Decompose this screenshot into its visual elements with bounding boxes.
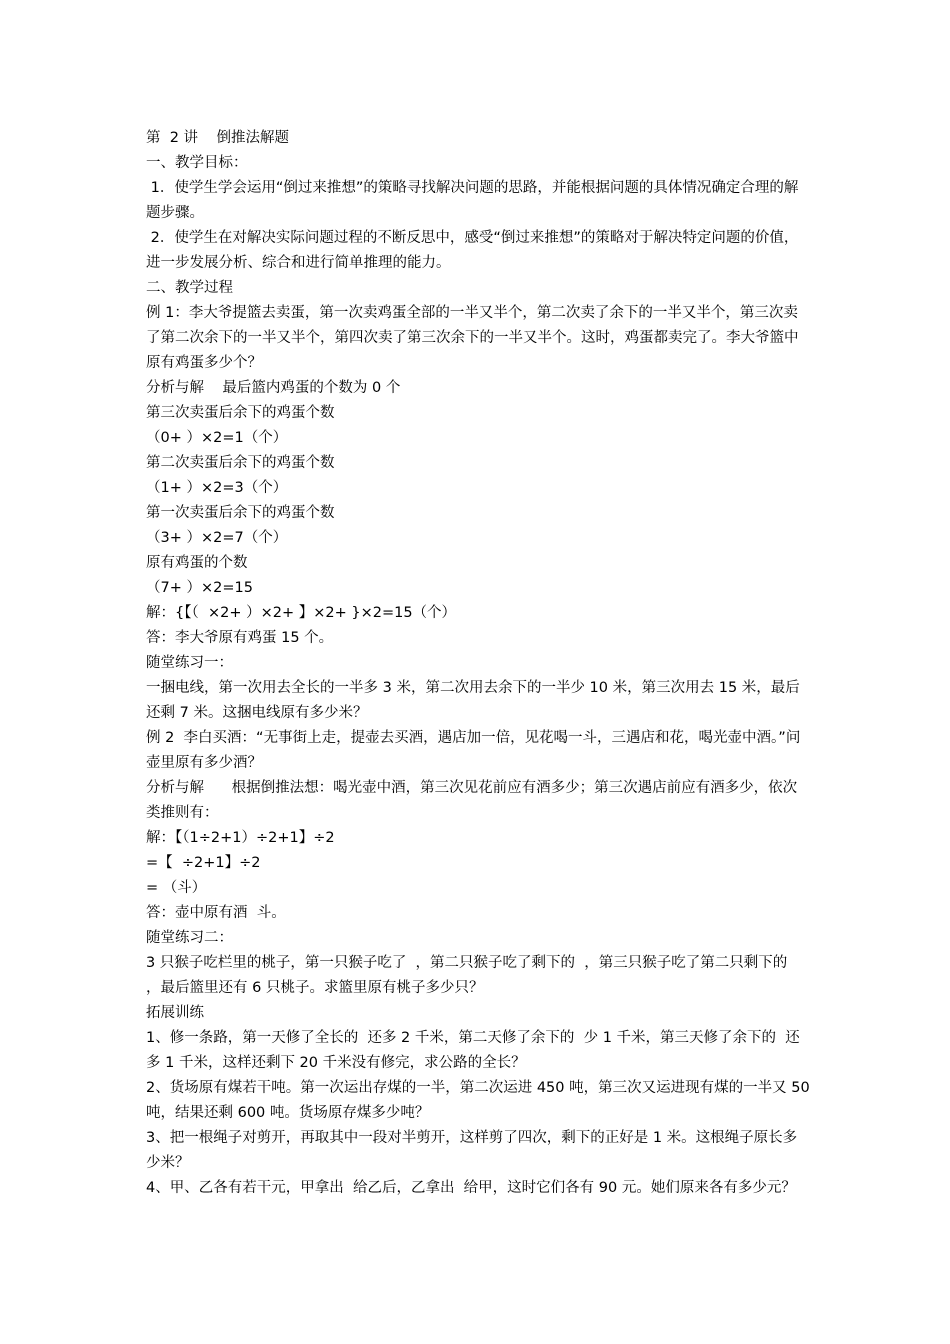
extension-problem-2: 2、货场原有煤若干吨。第一次运出存煤的一半，第二次运进 450 吨，第三次又运进现有煤的一半又 50 吨，结果还剩 600 吨。货场原存煤多少吨？	[146, 1080, 815, 1121]
extension-problem-4: 4、甲、乙各有若干元，甲拿出 给乙后，乙拿出 给甲，这时它们各有 90 元。她们原来各有多少元？	[146, 1180, 796, 1196]
goal-1: 1．使学生学会运用“倒过来推想”的策略寻找解决问题的思路，并能根据问题的具体情况确定合理的解题步骤。	[146, 180, 799, 221]
example-1-step-label: 原有鸡蛋的个数	[146, 555, 248, 571]
section-heading-process: 二、教学过程	[146, 280, 233, 296]
example-1-step-label: 第二次卖蛋后余下的鸡蛋个数	[146, 455, 335, 471]
example-1-solution: 解：{【（ ×2+ ）×2+ 】×2+ }×2=15（个）	[146, 605, 457, 621]
example-1-analysis: 分析与解 最后篮内鸡蛋的个数为 0 个	[146, 380, 401, 396]
example-1-problem: 例 1：李大爷提篮去卖蛋，第一次卖鸡蛋全部的一半又半个，第二次卖了余下的一半又半个，第三次卖了第二次余下的一半又半个，第四次卖了第三次余下的一半又半个。这时，鸡蛋都卖完了。李大爷篮中原有鸡蛋多少个？	[146, 305, 799, 371]
practice-1-problem: 一捆电线，第一次用去全长的一半多 3 米，第二次用去余下的一半少 10 米，第三次用去 15 米，最后还剩 7 米。这捆电线原有多少米？	[146, 680, 800, 721]
practice-2-problem: 3 只猴子吃栏里的桃子，第一只猴子吃了 ，第二只猴子吃了剩下的 ，第三只猴子吃了第二只剩下的 ，最后篮里还有 6 只桃子。求篮里原有桃子多少只？	[146, 955, 797, 996]
extension-heading: 拓展训练	[146, 1005, 204, 1021]
example-1-step-formula: （0+ ）×2=1（个）	[146, 430, 288, 446]
practice-1-heading: 随堂练习一：	[146, 655, 233, 671]
example-2-problem: 例 2 李白买酒：“无事街上走，提壶去买酒，遇店加一倍，见花喝一斗，三遇店和花，喝光壶中酒。”问壶里原有多少酒？	[146, 730, 801, 771]
extension-problem-3: 3、把一根绳子对剪开，再取其中一段对半剪开，这样剪了四次，剩下的正好是 1 米。这根绳子原长多少米？	[146, 1130, 798, 1171]
lesson-title: 第 2 讲 倒推法解题	[146, 130, 289, 146]
example-1-answer: 答：李大爷原有鸡蛋 15 个。	[146, 630, 334, 646]
document-body	[146, 126, 815, 1201]
example-1-step-label: 第一次卖蛋后余下的鸡蛋个数	[146, 505, 335, 521]
example-2-step: = （斗）	[146, 880, 207, 896]
goal-2: 2．使学生在对解决实际问题过程的不断反思中，感受“倒过来推想”的策略对于解决特定问题的价值，进一步发展分析、综合和进行简单推理的能力。	[146, 230, 799, 271]
example-1-step-formula: （3+ ）×2=7（个）	[146, 530, 288, 546]
example-2-step: =【 ÷2+1】÷2	[146, 855, 261, 871]
example-2-solution: 解：【（1÷2+1）÷2+1】÷2	[146, 830, 335, 846]
example-2-analysis: 分析与解 根据倒推法想：喝光壶中酒，第三次见花前应有酒多少；第三次遇店前应有酒多少，依次类推则有：	[146, 780, 798, 821]
example-2-answer: 答：壶中原有酒 斗。	[146, 905, 286, 921]
example-1-step-label: 第三次卖蛋后余下的鸡蛋个数	[146, 405, 335, 421]
section-heading-goals: 一、教学目标：	[146, 155, 248, 171]
extension-problem-1: 1、修一条路，第一天修了全长的 还多 2 千米，第二天修了余下的 少 1 千米，第三天修了余下的 还多 1 千米，这样还剩下 20 千米没有修完，求公路的全长？	[146, 1030, 800, 1071]
example-1-step-formula: （1+ ）×2=3（个）	[146, 480, 288, 496]
example-1-step-formula: （7+ ）×2=15	[146, 580, 253, 596]
practice-2-heading: 随堂练习二：	[146, 930, 233, 946]
